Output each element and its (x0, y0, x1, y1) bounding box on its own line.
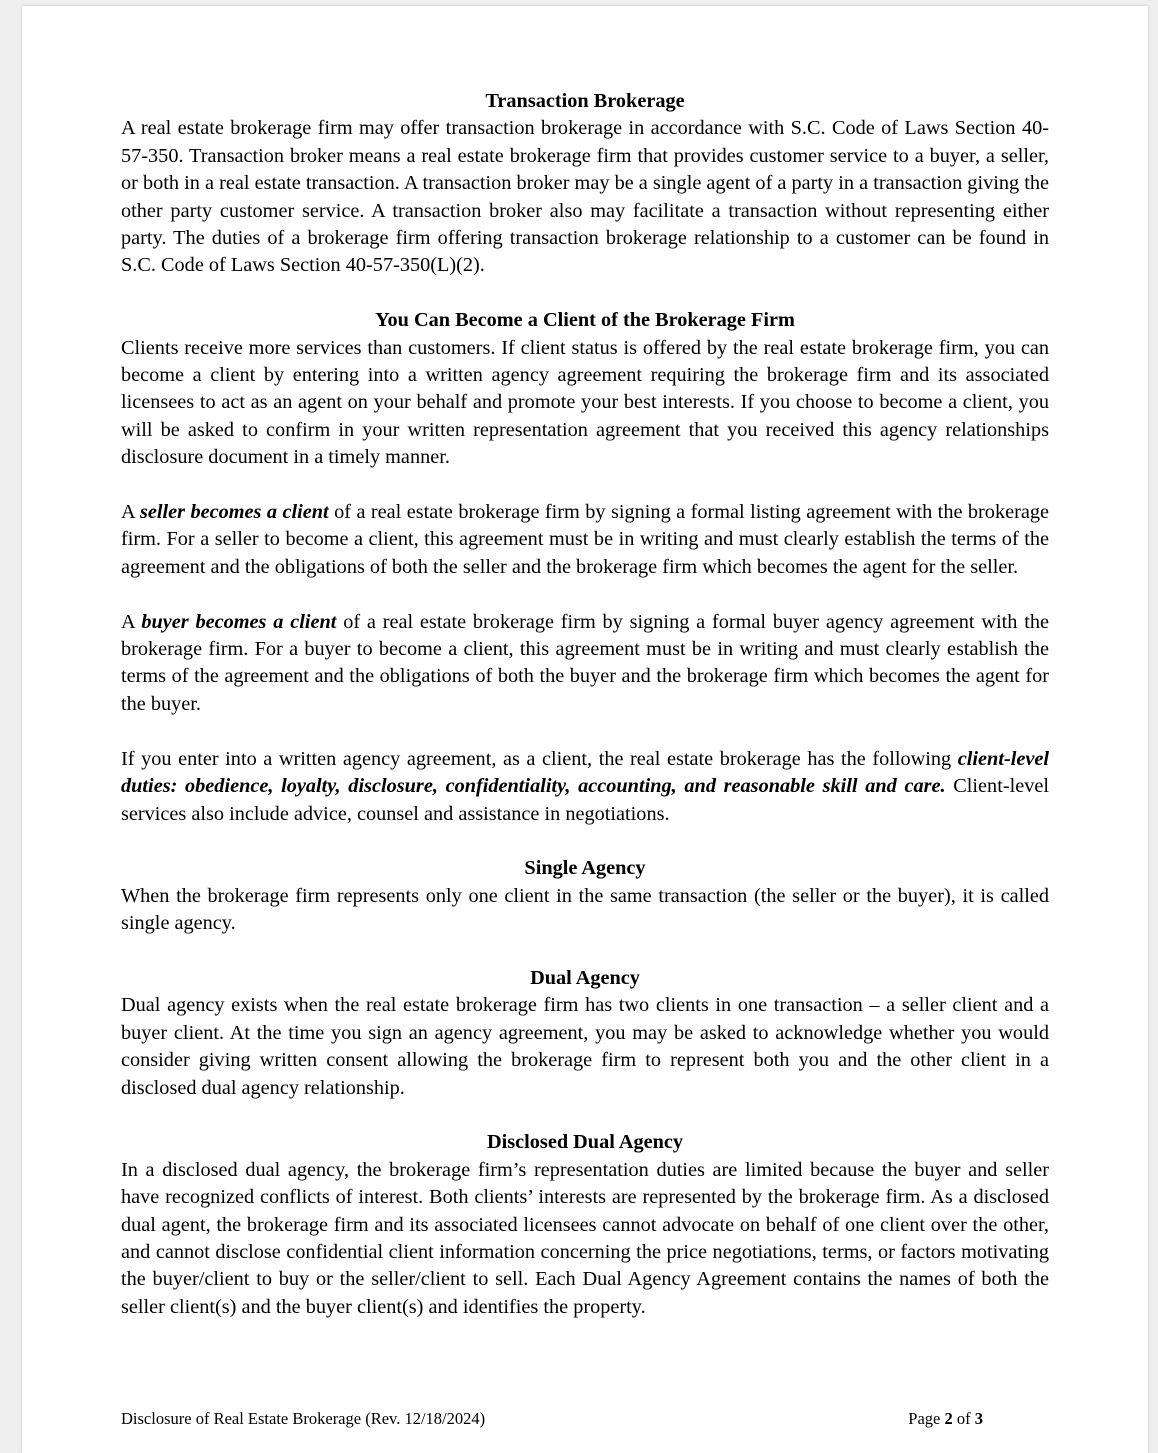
paragraph-become-client: Clients receive more services than customers. If client status is offered by the real estate brokerage firm, you can become a client by entering into a written agency agreement requiring the brokerage firm and its associated licensees to act as an agent on your behalf and promote your best interests. If you choose to become a client, you will be asked to confirm in your written representation agreement that you received this agency relationships disclosure document in a timely manner. (121, 336, 1049, 469)
heading-single-agency: Single Agency (524, 857, 646, 880)
heading-transaction-brokerage: Transaction Brokerage (485, 90, 685, 112)
paragraph-transaction-brokerage: A real estate brokerage firm may offer transaction brokerage in accordance with S.C. Code of Laws Section 40- 57-350. Transaction broker means a real estate brokerage firm that provides customer service to a buyer, a seller, or both in a real estate transaction. A transaction broker may be a single agent of a party in a transaction giving the other party customer service. A transaction broker also may facilitate a transaction without representing either party. The duties of a brokerage firm offering transaction brokerage relationship to a customer can be found in S.C. Code of Laws Section 40-57-350(L)(2). (121, 117, 1049, 277)
paragraph-single-agency: When the brokerage firm represents only one client in the same transaction (the seller or the buyer), it is called single agency. (121, 884, 1049, 935)
footer-page-number: Page 2 of 3 (908, 1409, 983, 1428)
heading-become-client: You Can Become a Client of the Brokerage Firm (375, 309, 795, 332)
paragraph-dual-agency: Dual agency exists when the real estate brokerage firm has two clients in one transaction – a seller client and a buyer client. At the time you sign an agency agreement, you may be asked to acknowledge whether you would consider giving written consent allowing the brokerage firm to represent both you and the other client in a disclosed dual agency relationship. (121, 994, 1049, 1099)
paragraph-disclosed-dual-agency: In a disclosed dual agency, the brokerage firm’s representation duties are limited because the buyer and seller have recognized conflicts of interest. Both clients’ interests are represented by the brokerage firm. As a disclosed dual agent, the brokerage firm and its associated licensees cannot advocate on behalf of one client over the other, and cannot disclose confidential client information concerning the price negotiations, terms, or factors motivating the buyer/client to buy or the seller/client to sell. Each Dual Agency Agreement contains the names of both the seller client(s) and the buyer client(s) and identifies the property. (121, 1158, 1049, 1318)
paragraph-client-duties: If you enter into a written agency agreement, as a client, the real estate brokerage has the following client-level duties: obedience, loyalty, disclosure, confidentiality, accounting, and reasonable skill and care. Client-level services also include advice, counsel and assistance in negotiations. (121, 747, 1050, 825)
seller-becomes-client-emphasis: seller becomes a client (139, 501, 329, 524)
buyer-becomes-client-emphasis: buyer becomes a client (141, 610, 337, 633)
heading-dual-agency: Dual Agency (530, 966, 640, 989)
document-body (121, 88, 1049, 1321)
heading-disclosed-dual-agency: Disclosed Dual Agency (486, 1131, 684, 1154)
paragraph-buyer-client: A buyer becomes a client of a real estate brokerage firm by signing a formal buyer agency agreement with the brokerage firm. For a buyer to become a client, this agreement must be in writing and must clearly establish the terms of the agreement and the obligations of both the buyer and the brokerage firm which becomes the agent for the buyer. (121, 610, 1049, 715)
footer-document-title: Disclosure of Real Estate Brokerage (Rev. 12/18/2024) (121, 1409, 486, 1428)
document-page (22, 6, 1148, 1453)
client-level-duties-emphasis: client-level duties: obedience, loyalty, disclosure, confidentiality, accounting, and reasonable skill and care. (121, 747, 1049, 798)
paragraph-seller-client: A seller becomes a client of a real estate brokerage firm by signing a formal listing agreement with the brokerage firm. For a seller to become a client, this agreement must be in writing and must clearly establish the terms of the agreement and the obligations of both the seller and the brokerage firm which becomes the agent for the seller. (121, 501, 1049, 578)
